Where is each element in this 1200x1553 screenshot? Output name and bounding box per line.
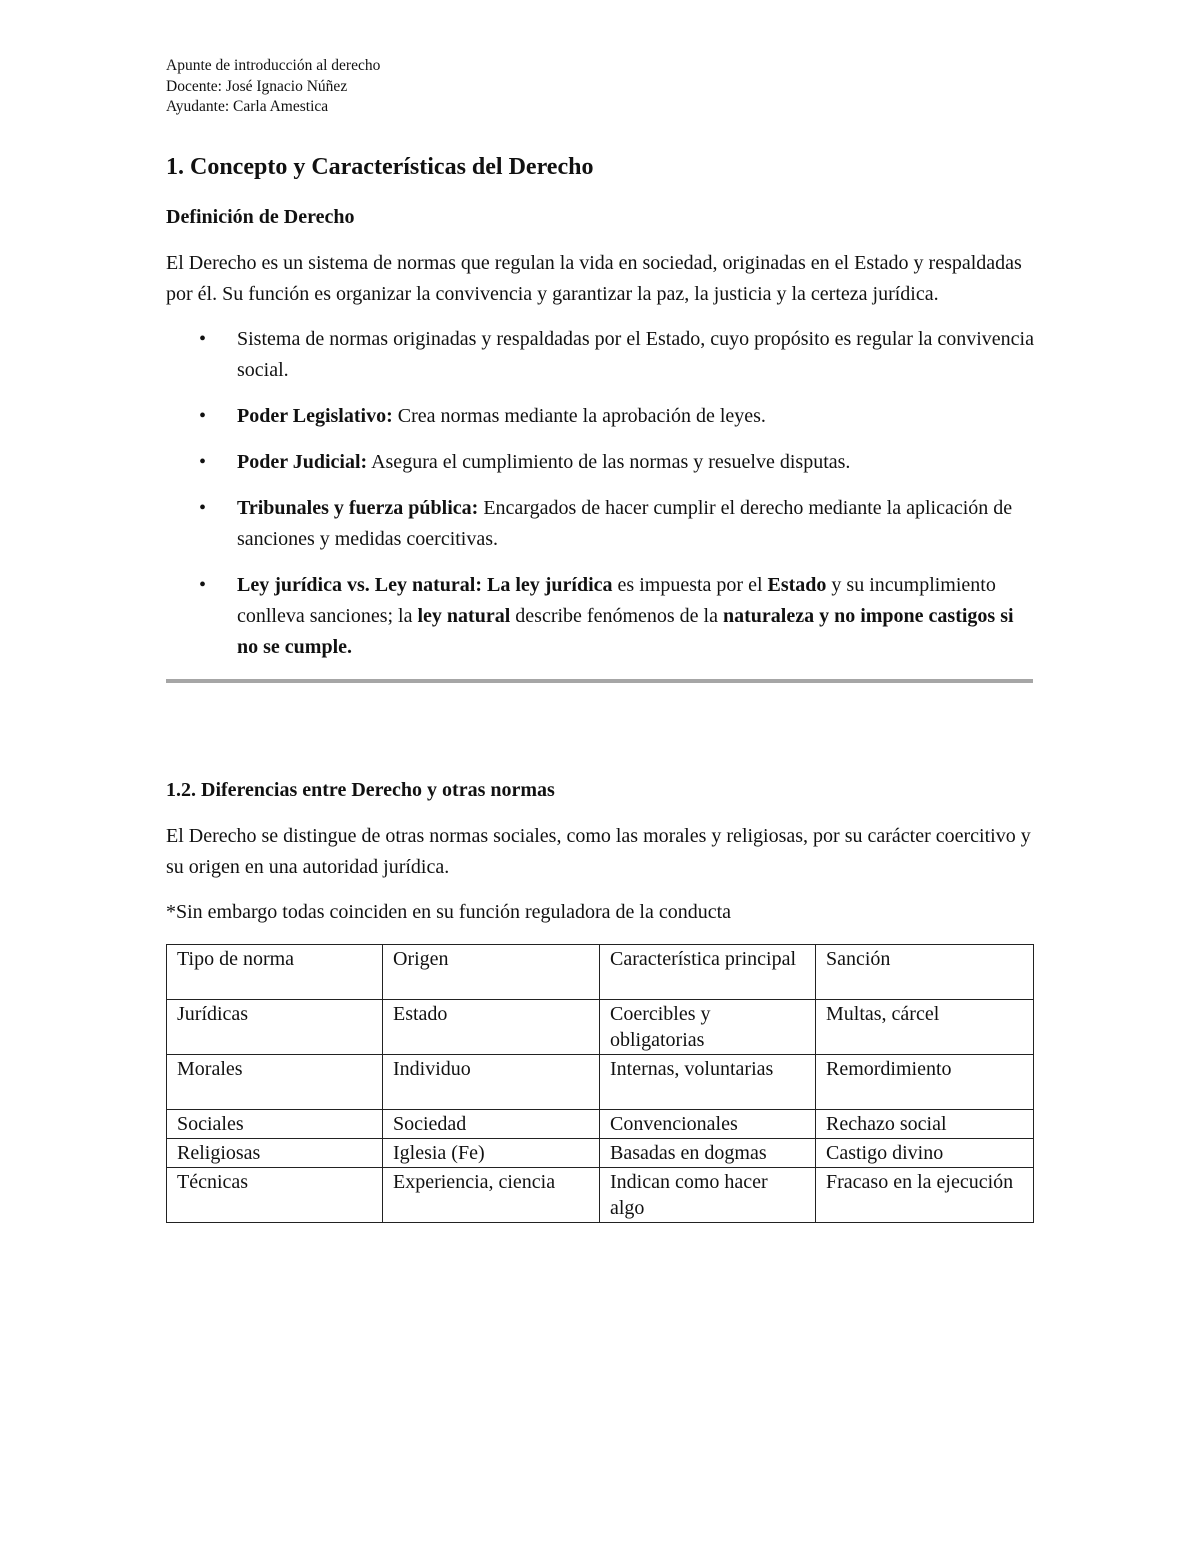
table-cell: Sociedad — [383, 1109, 600, 1138]
norms-comparison-table — [166, 944, 1034, 1223]
table-row — [167, 1138, 1034, 1167]
section-1-title: 1. Concepto y Características del Derecho — [166, 153, 594, 180]
list-item — [166, 570, 1034, 663]
table-cell: Morales — [167, 1054, 383, 1109]
section-2-note: *Sin embargo todas coinciden en su función reguladora de la conducta — [166, 900, 732, 923]
table-cell: Jurídicas — [167, 999, 383, 1054]
table-cell: Castigo divino — [816, 1138, 1034, 1167]
list-item-text: Crea normas mediante la aprobación de leyes. — [392, 404, 766, 427]
bullet-icon: • — [199, 327, 207, 350]
list-item-text: describe fenómenos de la — [510, 604, 723, 627]
bullet-icon: • — [199, 496, 207, 519]
table-cell: Experiencia, ciencia — [383, 1167, 600, 1222]
table-cell: Indican como hacer algo — [600, 1167, 816, 1222]
list-item-text: y su incumplimiento conlleva sanciones; la — [237, 573, 996, 627]
document-page — [166, 56, 1034, 1223]
table-cell: Convencionales — [600, 1109, 816, 1138]
table-cell: Fracaso en la ejecución — [816, 1167, 1034, 1222]
table-header-cell: Característica principal — [600, 944, 816, 999]
table-cell: Iglesia (Fe) — [383, 1138, 600, 1167]
table-cell: Coercibles y obligatorias — [600, 999, 816, 1054]
definition-subtitle: Definición de Derecho — [166, 205, 355, 228]
list-item-label: Poder Legislativo: — [237, 404, 393, 427]
table-row — [167, 1167, 1034, 1222]
list-item — [166, 447, 1034, 478]
section-2-title: 1.2. Diferencias entre Derecho y otras normas — [166, 778, 555, 801]
table-cell: Técnicas — [167, 1167, 383, 1222]
table-header-cell: Sanción — [816, 944, 1034, 999]
list-item-emphasis: ley natural — [417, 604, 511, 627]
header-course-title: Apunte de introducción al derecho — [166, 57, 381, 74]
table-cell: Internas, voluntarias — [600, 1054, 816, 1109]
document-header — [166, 56, 1034, 118]
list-item-text: es impuesta por el — [612, 573, 768, 596]
header-assistant: Ayudante: Carla Amestica — [166, 98, 329, 115]
list-item-emphasis: La ley jurídica — [487, 573, 613, 596]
table-cell: Basadas en dogmas — [600, 1138, 816, 1167]
table-cell: Multas, cárcel — [816, 999, 1034, 1054]
list-item-text: Sistema de normas originadas y respaldadas por el Estado, cuyo propósito es regular la convivencia social. — [237, 327, 1034, 381]
table-cell: Religiosas — [167, 1138, 383, 1167]
horizontal-divider — [166, 679, 1033, 683]
table-header-row — [167, 944, 1034, 999]
list-item-text: Asegura el cumplimiento de las normas y resuelve disputas. — [367, 450, 851, 473]
bullet-icon: • — [199, 450, 207, 473]
header-teacher: Docente: José Ignacio Núñez — [166, 77, 348, 95]
table-cell: Sociales — [167, 1109, 383, 1138]
list-item-text: Encargados de hacer cumplir el derecho mediante la aplicación de sanciones y medidas coercitivas. — [237, 496, 1013, 550]
bullet-icon: • — [199, 573, 207, 596]
table-row — [167, 1109, 1034, 1138]
table-cell: Estado — [383, 999, 600, 1054]
table-cell: Remordimiento — [816, 1054, 1034, 1109]
table-row — [167, 1054, 1034, 1109]
characteristics-list — [166, 324, 1034, 663]
list-item-emphasis: naturaleza y no impone castigos si no se cumple. — [237, 604, 1014, 658]
section-2 — [166, 777, 1034, 1223]
list-item-label: Tribunales y fuerza pública: — [237, 496, 479, 519]
list-item-label: Poder Judicial: — [237, 450, 368, 473]
list-item — [166, 493, 1034, 555]
list-item-label: Ley jurídica vs. Ley natural: — [237, 573, 482, 596]
bullet-icon: • — [199, 404, 207, 427]
table-header-cell: Origen — [383, 944, 600, 999]
table-cell: Rechazo social — [816, 1109, 1034, 1138]
list-item-emphasis: Estado — [767, 573, 827, 596]
table-row — [167, 999, 1034, 1054]
list-item — [166, 324, 1034, 386]
definition-paragraph: El Derecho es un sistema de normas que regulan la vida en sociedad, originadas en el Estado y respaldadas por él. Su función es organizar la convivencia y garantizar la paz, la justicia y la certeza jurídica. — [166, 251, 1022, 305]
section-2-paragraph: El Derecho se distingue de otras normas sociales, como las morales y religiosas, por su carácter coercitivo y su origen en una autoridad jurídica. — [166, 824, 1031, 878]
table-header-cell: Tipo de norma — [167, 944, 383, 999]
list-item — [166, 401, 1034, 432]
table-cell: Individuo — [383, 1054, 600, 1109]
